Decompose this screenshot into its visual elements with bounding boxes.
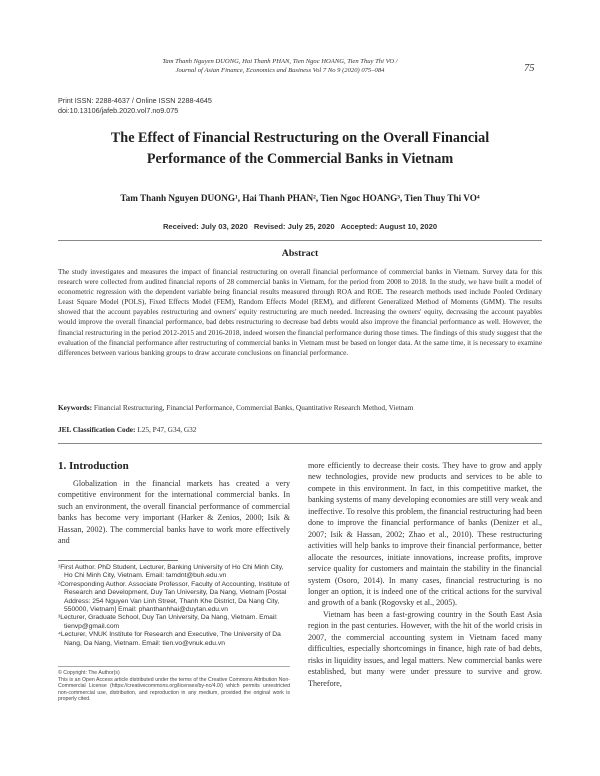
intro-paragraph-1: Globalization in the financial markets has created a very competitive environment for the international commercial banks. In such an environment, the overall financial performance of commercial banks has become very important (Harker & Zenios, 2000; Isik & Hassan, 2002). The commercial banks have to work more effectively and	[58, 479, 290, 546]
copyright-line: © Copyright: The Author(s)	[58, 670, 120, 676]
jel-label: JEL Classification Code:	[58, 425, 136, 434]
intro-right-column	[308, 460, 542, 689]
abstract-heading: Abstract	[281, 248, 319, 259]
footnote-4: ⁴Lecturer, VNUK Institute for Research and Executive, The University of Da Nang, Da Nang, Vietnam. Email: tien.vo@vnuk.edu.vn	[58, 631, 281, 647]
paper-title-line-2: Performance of the Commercial Banks in Vietnam	[146, 151, 454, 167]
author-list: Tam Thanh Nguyen DUONG¹, Hai Thanh PHAN², Tien Ngoc HOANG³, Tien Thuy Thi VO⁴	[120, 193, 480, 203]
copyright-rule	[58, 666, 290, 667]
section-heading-introduction: 1. Introduction	[58, 460, 129, 472]
paper-title-line-1: The Effect of Financial Restructuring on the Overall Financial	[110, 130, 490, 146]
intro-paragraph-2: more efficiently to decrease their costs. They have to grow and apply new technologies, provide new products and services to be able to compete in this environment. In fact, in this competitive market, the banking systems of many developing economies are still very weak and ineffective. To resolve this problem, the financial restructuring had been done to improve the financial performance of banks (Denizer et al., 2007; Isik & Hassan, 2002; Zhao et al., 2010). These restructuring activities will help banks to improve their financial performance, better allocate the resources, initiate innovations, increase profits, improve service quality for customers and maintain the stability in the financial system (Osoro, 2014). In many cases, financial restructuring is no longer an option, it is indeed one of the critical actions for the survival and growth of a bank (Rogovsky et al., 2005).	[308, 461, 542, 608]
footnote-3: ³Lecturer, Graduate School, Duy Tan University, Da Nang, Vietnam. Email: tienvp@gmail.com	[58, 614, 278, 630]
keywords-label: Keywords:	[58, 403, 93, 412]
license-text: This is an Open Access article distributed under the terms of the Creative Commons Attribution Non-Commercial License (https://creativecommons.org/licenses/by-nc/4.0/) which permits unrestricted non-commercial use, distribution, and reproduction in any medium, provided the original work is properly cited.	[58, 676, 290, 703]
doi-link[interactable]: doi:10.13106/jafeb.2020.vol7.no9.075	[58, 106, 179, 115]
paper-title	[60, 128, 540, 170]
intro-paragraph-3: Vietnam has been a fast-growing country in the South East Asia region in the past centuries. However, with the hit of the world crisis in 2007, the commercial accounting system in Vietnam faced many difficulties, especially shortcomings in finance, high rate of bad debts, risks in liquidity issues, and legal matters. New commercial banks were established, but many were under pressure to survive and grow. Therefore,	[308, 609, 542, 688]
jel-text: L25, P47, G34, G32	[137, 425, 197, 434]
footnote-rule	[58, 560, 178, 561]
copyright-block	[58, 670, 290, 703]
intro-left-column	[58, 478, 290, 547]
jel-codes	[58, 425, 542, 434]
abstract-top-rule	[58, 240, 542, 241]
page-number: 75	[524, 63, 535, 74]
footnotes	[58, 564, 290, 648]
issn-line: Print ISSN: 2288-4637 / Online ISSN 2288-4645	[58, 96, 212, 105]
footnote-2: ²Corresponding Author. Associate Professor, Faculty of Accounting, Institute of Research and Development, Duy Tan University, Da Nang, Vietnam [Postal Address: 254 Nguyen Van Linh Street, Thanh Khe District, Da Nang City, 550000, Vietnam] Email: phanthanhhai@duytan.edu.vn	[58, 580, 290, 614]
received-date: Received: July 03, 2020	[162, 222, 248, 231]
abstract-text: The study investigates and measures the impact of financial restructuring on overall financial performance of commercial banks in Vietnam. Survey data for this research were collected from audited financial reports of 28 commercial banks in Vietnam, for the period from 2008 to 2018. In the study, we have built a model of econometric regression with the dependent variable being financial results measured through ROA and ROE. The research methods used include Pooled Ordinary Least Square Model (POLS), Fixed Effects Model (FEM), Random Effects Model (REM), and different Generalized Method of Moments (GMM). The results showed that the account payables restructuring and owners' equity restructuring are much needed. Increasing the owners' equity, decreasing the account payables would improve the overall financial performance, bad debts restructuring to decrease bad debts would also improve the financial performance as well. However, the financial restructuring in the period 2012-2015 and 2016-2018, indeed worsen the financial performance during those times. The findings of this study suggest that the evaluation of the financial performance after restructuring of commercial banks in Vietnam must be based on longer data. At the same time, it is necessary to examine differences between various banking groups to draw accurate conclusions on financial performance.	[58, 268, 542, 357]
accepted-date: Accepted: August 10, 2020	[340, 222, 438, 231]
running-header-authors: Tam Thanh Nguyen DUONG, Hai Thanh PHAN, Tien Ngoc HOANG, Tien Thuy Thi VO /	[162, 58, 398, 65]
abstract-bottom-rule	[58, 443, 542, 444]
running-header-journal: Journal of Asian Finance, Economics and Business Vol 7 No 9 (2020) 075–084	[175, 67, 385, 74]
running-header	[60, 57, 500, 75]
submission-dates	[60, 222, 540, 231]
footnote-1: ¹First Author. PhD Student, Lecturer, Banking University of Ho Chi Minh City, Ho Chi Minh City, Vietnam. Email: tamdnt@buh.edu.vn	[58, 564, 284, 580]
revised-date: Revised: July 25, 2020	[253, 222, 335, 231]
keywords-text: Financial Restructuring, Financial Performance, Commercial Banks, Quantitative Research Method, Vietnam	[93, 403, 414, 412]
keywords	[58, 403, 542, 412]
